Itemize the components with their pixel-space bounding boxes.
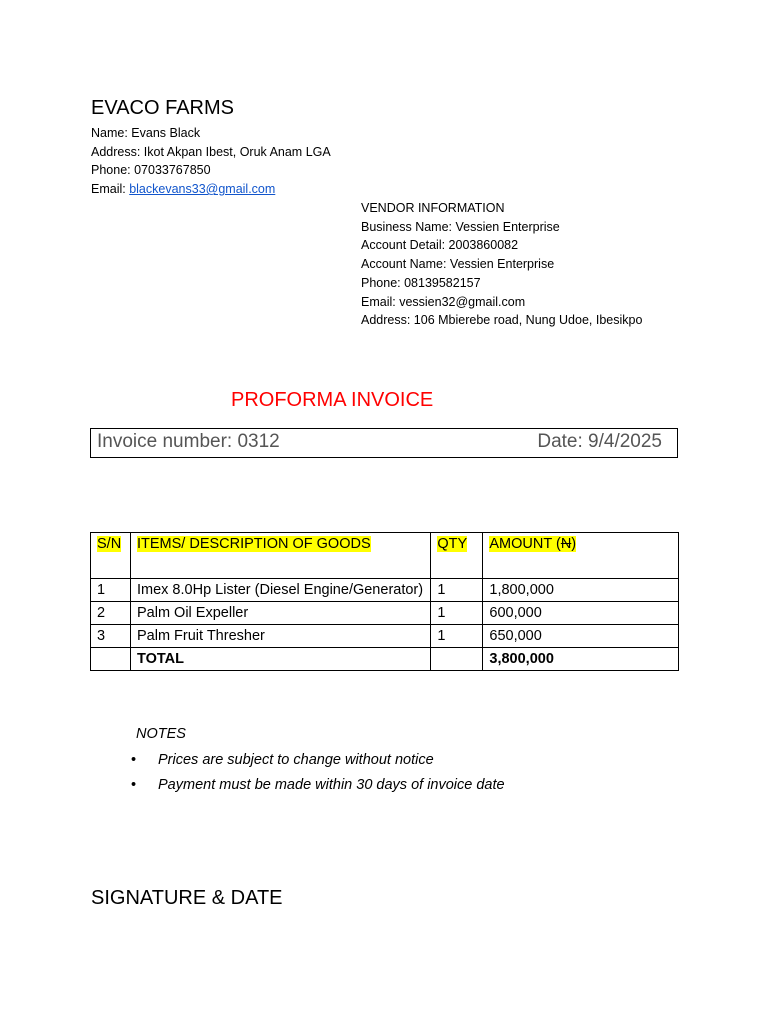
total-qty-empty xyxy=(431,648,483,671)
header-qty: QTY xyxy=(437,536,468,552)
row-amount: 650,000 xyxy=(483,625,679,648)
client-address: Address: Ikot Akpan Ibest, Oruk Anam LGA xyxy=(91,144,331,159)
invoice-date: Date: 9/4/2025 xyxy=(537,431,662,452)
total-label: TOTAL xyxy=(130,648,430,671)
bullet-icon: • xyxy=(131,777,137,793)
note-text: Payment must be made within 30 days of invoice date xyxy=(158,777,505,793)
client-email-row xyxy=(91,180,331,199)
bullet-icon: • xyxy=(131,752,137,768)
notes-title: NOTES xyxy=(136,726,186,742)
header-amount xyxy=(489,536,576,552)
list-item xyxy=(131,750,505,775)
row-sn: 3 xyxy=(91,625,131,648)
header-items: ITEMS/ DESCRIPTION OF GOODS xyxy=(136,536,371,552)
client-email-link[interactable]: blackevans33@gmail.com xyxy=(129,182,276,197)
notes-list xyxy=(131,750,505,800)
row-sn: 1 xyxy=(91,579,131,602)
row-amount: 600,000 xyxy=(483,602,679,625)
invoice-meta-box xyxy=(90,428,678,458)
table-header-row xyxy=(91,533,679,579)
header-amount-suffix: ) xyxy=(571,536,577,552)
table-row xyxy=(91,625,679,648)
vendor-business-name: Business Name: Vessien Enterprise xyxy=(361,219,560,234)
vendor-information xyxy=(361,199,642,330)
header-amount-prefix: AMOUNT ( xyxy=(489,536,561,552)
total-amount: 3,800,000 xyxy=(483,648,679,671)
note-text: Prices are subject to change without notice xyxy=(158,752,434,768)
row-sn: 2 xyxy=(91,602,131,625)
header-amount-cell xyxy=(483,533,679,579)
vendor-address: Address: 106 Mbierebe road, Nung Udoe, Ibesikpo xyxy=(361,313,643,328)
header-items-cell xyxy=(130,533,430,579)
company-title: EVACO FARMS xyxy=(91,97,234,119)
client-phone: Phone: 07033767850 xyxy=(91,163,211,178)
items-table xyxy=(90,532,679,671)
row-qty: 1 xyxy=(431,625,483,648)
row-amount: 1,800,000 xyxy=(483,579,679,602)
client-details xyxy=(91,124,331,199)
header-sn-cell xyxy=(91,533,131,579)
table-row xyxy=(91,602,679,625)
total-row xyxy=(91,648,679,671)
row-item: Imex 8.0Hp Lister (Diesel Engine/Generator) xyxy=(130,579,430,602)
vendor-account-detail: Account Detail: 2003860082 xyxy=(361,238,519,253)
row-item: Palm Oil Expeller xyxy=(130,602,430,625)
client-name: Name: Evans Black xyxy=(91,126,201,140)
client-email-label: Email: xyxy=(91,182,130,197)
total-sn-empty xyxy=(91,648,131,671)
vendor-account-name: Account Name: Vessien Enterprise xyxy=(361,257,555,272)
currency-naira: N xyxy=(560,536,572,552)
signature-date-label: SIGNATURE & DATE xyxy=(91,887,283,909)
row-item: Palm Fruit Thresher xyxy=(130,625,430,648)
table-row xyxy=(91,579,679,602)
header-sn: S/N xyxy=(97,536,122,552)
list-item xyxy=(131,775,505,800)
invoice-heading: PROFORMA INVOICE xyxy=(231,389,434,411)
vendor-heading: VENDOR INFORMATION xyxy=(361,201,505,215)
vendor-phone: Phone: 08139582157 xyxy=(361,275,481,290)
header-qty-cell xyxy=(431,533,483,579)
row-qty: 1 xyxy=(431,602,483,625)
row-qty: 1 xyxy=(431,579,483,602)
vendor-email: Email: vessien32@gmail.com xyxy=(361,294,526,309)
invoice-number: Invoice number: 0312 xyxy=(97,431,280,452)
